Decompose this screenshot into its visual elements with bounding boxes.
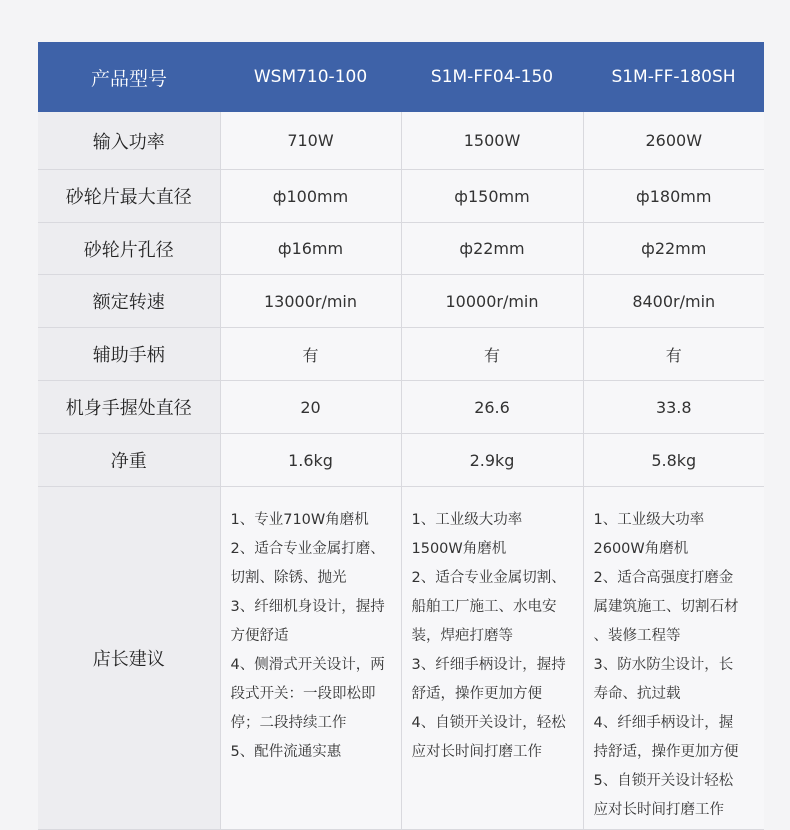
advice-line: 5、自锁开关设计轻松 xyxy=(593,773,734,789)
advice-line: 3、纤细手柄设计，握持 xyxy=(411,657,566,673)
spec-table xyxy=(38,42,764,830)
header-model: S1M-FF04-150 xyxy=(401,42,583,112)
cell-value: 1500W xyxy=(401,112,583,170)
advice-line: 应对长时间打磨工作 xyxy=(593,802,724,818)
row-label: 砂轮片孔径 xyxy=(38,223,220,275)
table-row xyxy=(38,275,764,328)
advice-line: 持舒适，操作更加方便 xyxy=(593,744,739,760)
cell-value: 有 xyxy=(401,328,583,381)
table-row xyxy=(38,112,764,170)
advice-line: 寿命、抗过载 xyxy=(593,686,681,702)
cell-value: 5.8kg xyxy=(583,434,764,487)
header-row xyxy=(38,42,764,112)
advice-cell xyxy=(220,487,401,830)
advice-line: 4、自锁开关设计，轻松 xyxy=(411,715,566,731)
advice-line: 1、专业710W角磨机 xyxy=(230,512,369,528)
header-model: S1M-FF-180SH xyxy=(583,42,764,112)
advice-line: 2、适合专业金属切割、 xyxy=(411,570,566,586)
cell-value: 2.9kg xyxy=(401,434,583,487)
advice-line: 2、适合专业金属打磨、 xyxy=(230,541,385,557)
cell-value: 2600W xyxy=(583,112,764,170)
cell-value: ф100mm xyxy=(220,170,401,223)
row-label: 砂轮片最大直径 xyxy=(38,170,220,223)
cell-value: 33.8 xyxy=(583,381,764,434)
row-label: 机身手握处直径 xyxy=(38,381,220,434)
row-label: 输入功率 xyxy=(38,112,220,170)
cell-value: 710W xyxy=(220,112,401,170)
table-row xyxy=(38,434,764,487)
advice-line: 切割、除锈、抛光 xyxy=(230,570,347,586)
cell-value: 10000r/min xyxy=(401,275,583,328)
header-label: 产品型号 xyxy=(38,42,220,112)
cell-value: 有 xyxy=(583,328,764,381)
advice-text xyxy=(585,488,764,825)
advice-line: 1、工业级大功率 xyxy=(411,512,523,528)
advice-line: 1500W角磨机 xyxy=(411,541,507,557)
advice-text xyxy=(222,488,400,767)
advice-label: 店长建议 xyxy=(38,487,220,830)
advice-line: 5、配件流通实惠 xyxy=(230,744,342,760)
advice-line: 方便舒适 xyxy=(230,628,289,644)
advice-line: 装，焊疤打磨等 xyxy=(411,628,513,644)
table-row xyxy=(38,170,764,223)
advice-text xyxy=(403,488,582,767)
advice-cell xyxy=(401,487,583,830)
cell-value: ф180mm xyxy=(583,170,764,223)
advice-cell xyxy=(583,487,764,830)
cell-value: 13000r/min xyxy=(220,275,401,328)
advice-line: 2600W角磨机 xyxy=(593,541,689,557)
table-row xyxy=(38,223,764,275)
table-row xyxy=(38,328,764,381)
advice-line: 应对长时间打磨工作 xyxy=(411,744,542,760)
cell-value: 8400r/min xyxy=(583,275,764,328)
cell-value: 20 xyxy=(220,381,401,434)
advice-line: 段式开关：一段即松即 xyxy=(230,686,376,702)
spec-comparison-table xyxy=(38,42,764,830)
cell-value: ф22mm xyxy=(583,223,764,275)
advice-line: 舒适，操作更加方便 xyxy=(411,686,542,702)
cell-value: 有 xyxy=(220,328,401,381)
advice-line: 2、适合高强度打磨金 xyxy=(593,570,734,586)
advice-line: 3、纤细机身设计，握持 xyxy=(230,599,385,615)
advice-line: 3、防水防尘设计，长 xyxy=(593,657,734,673)
cell-value: 1.6kg xyxy=(220,434,401,487)
table-row xyxy=(38,381,764,434)
row-label: 辅助手柄 xyxy=(38,328,220,381)
cell-value: ф22mm xyxy=(401,223,583,275)
advice-row xyxy=(38,487,764,830)
header-model: WSM710-100 xyxy=(220,42,401,112)
advice-line: 、装修工程等 xyxy=(593,628,681,644)
row-label: 净重 xyxy=(38,434,220,487)
row-label: 额定转速 xyxy=(38,275,220,328)
cell-value: ф150mm xyxy=(401,170,583,223)
advice-line: 属建筑施工、切割石材 xyxy=(593,599,739,615)
advice-line: 船舶工厂施工、水电安 xyxy=(411,599,557,615)
advice-line: 4、侧滑式开关设计，两 xyxy=(230,657,385,673)
cell-value: 26.6 xyxy=(401,381,583,434)
advice-line: 4、纤细手柄设计，握 xyxy=(593,715,734,731)
cell-value: ф16mm xyxy=(220,223,401,275)
advice-line: 1、工业级大功率 xyxy=(593,512,705,528)
advice-line: 停；二段持续工作 xyxy=(230,715,347,731)
